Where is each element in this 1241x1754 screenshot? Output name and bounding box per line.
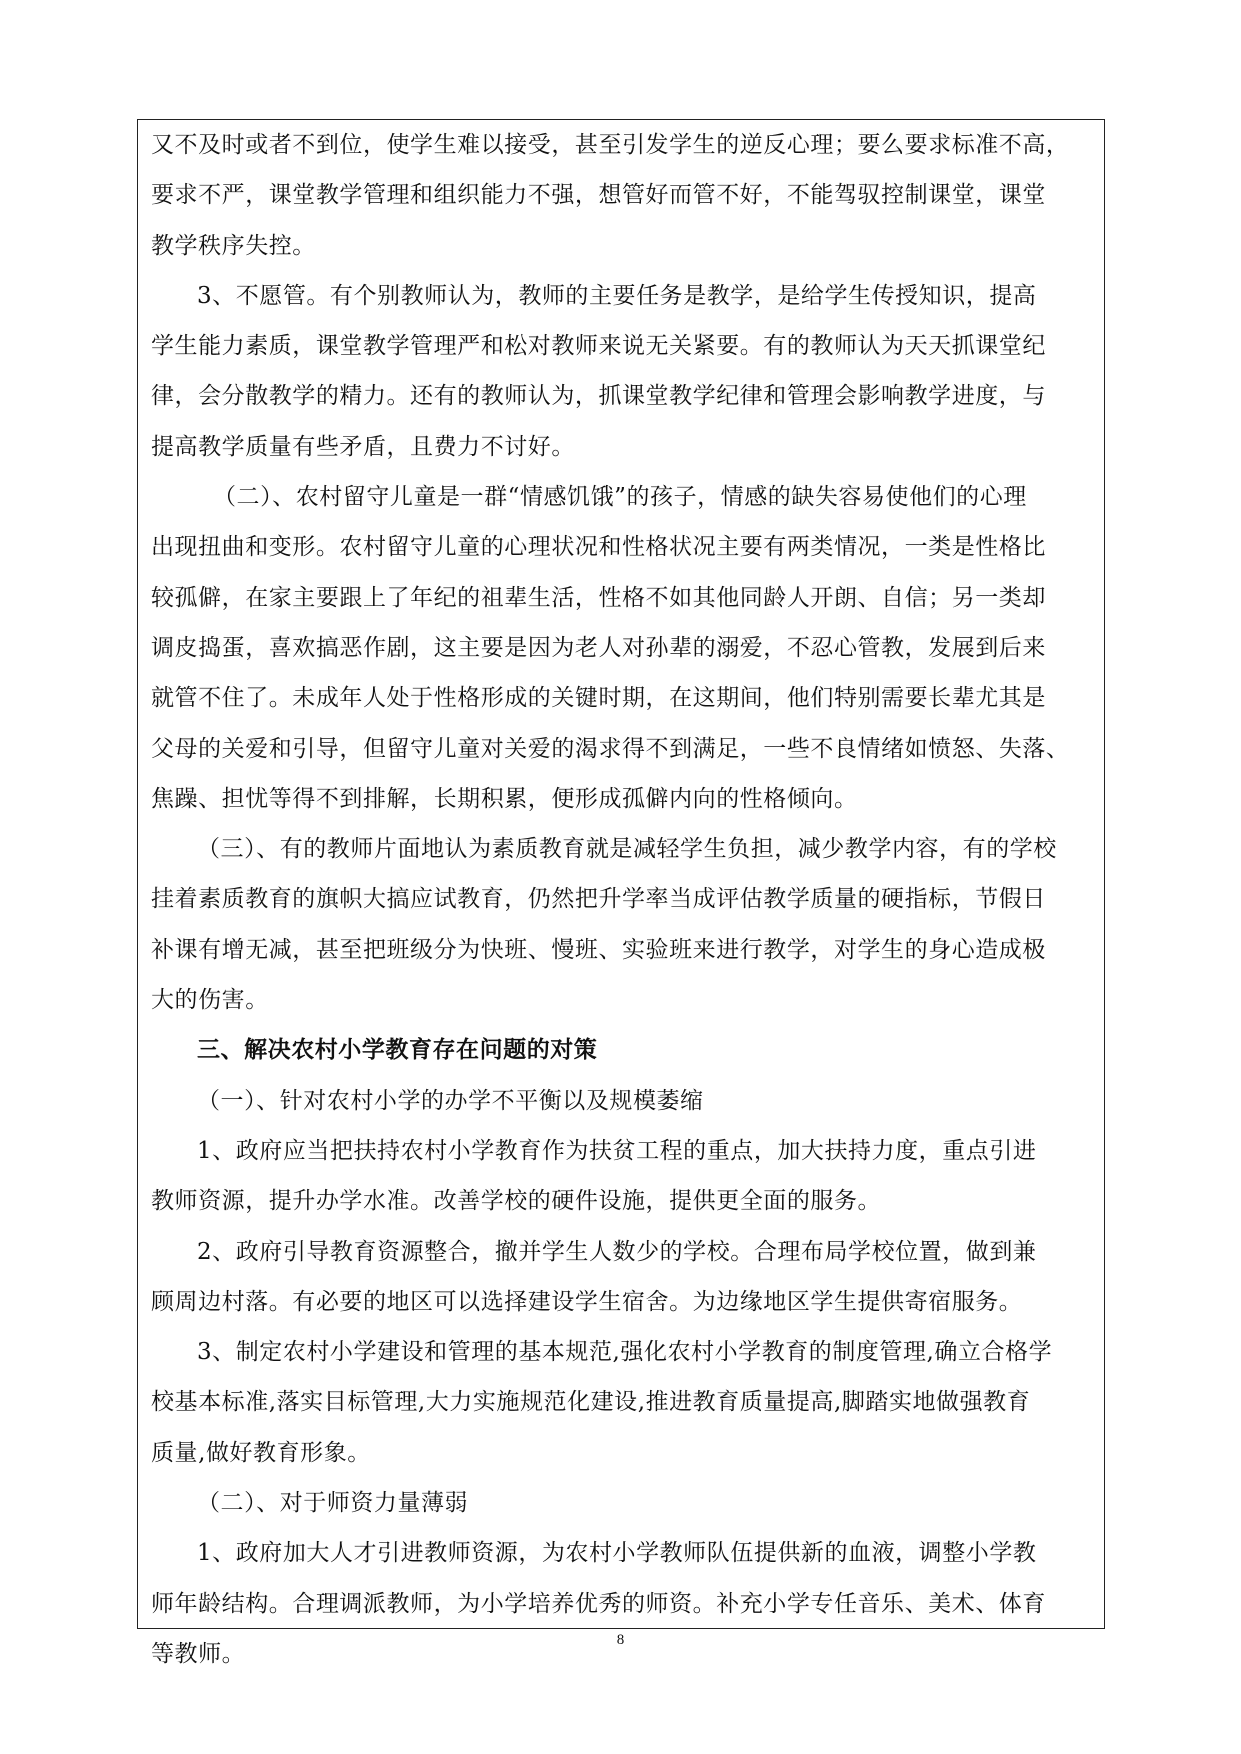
paragraph-start: 3、制定农村小学建设和管理的基本规范,强化农村小学教育的制度管理,确立合格学 — [197, 1339, 1053, 1366]
text-line: 大的伤害。 — [151, 987, 269, 1014]
text-line: 校基本标准,落实目标管理,大力实施规范化建设,推进教育质量提高,脚踏实地做强教育 — [151, 1389, 1031, 1416]
text-line: 质量,做好教育形象。 — [151, 1439, 371, 1466]
text-line: 师年龄结构。合理调派教师，为小学培养优秀的师资。补充小学专任音乐、美术、体育 — [151, 1590, 1046, 1617]
paragraph-start: （三）、有的教师片面地认为素质教育就是减轻学生负担，减少教学内容，有的学校 — [197, 836, 1057, 863]
text-line: 教学秩序失控。 — [151, 232, 316, 259]
paragraph-start: （二）、农村留守儿童是一群“情感饥饿”的孩子，情感的缺失容易使他们的心理 — [213, 484, 1027, 511]
paragraph-start: 2、政府引导教育资源整合，撤并学生人数少的学校。合理布局学校位置，做到兼 — [197, 1238, 1037, 1265]
paragraph-start: 1、政府加大人才引进教师资源，为农村小学教师队伍提供新的血液，调整小学教 — [197, 1540, 1037, 1567]
subsection-heading: （一）、针对农村小学的办学不平衡以及规模萎缩 — [197, 1087, 704, 1114]
text-line: 提高教学质量有些矛盾，且费力不讨好。 — [151, 433, 575, 460]
text-line: 补课有增无减，甚至把班级分为快班、慢班、实验班来进行教学，对学生的身心造成极 — [151, 936, 1046, 963]
page-number: 8 — [616, 1632, 625, 1648]
section-heading: 三、解决农村小学教育存在问题的对策 — [197, 1036, 598, 1064]
text-line: 学生能力素质，课堂教学管理严和松对教师来说无关紧要。有的教师认为天天抓课堂纪 — [151, 333, 1046, 360]
text-line: 教师资源，提升办学水准。改善学校的硬件设施，提供更全面的服务。 — [151, 1188, 882, 1215]
document-body — [151, 120, 1091, 1679]
text-line: 律，会分散教学的精力。还有的教师认为，抓课堂教学纪律和管理会影响教学进度，与 — [151, 383, 1046, 410]
paragraph-start: 1、政府应当把扶持农村小学教育作为扶贫工程的重点，加大扶持力度，重点引进 — [197, 1137, 1037, 1164]
text-line: 挂着素质教育的旗帜大搞应试教育，仍然把升学率当成评估教学质量的硬指标，节假日 — [151, 886, 1046, 913]
text-line: 调皮捣蛋，喜欢搞恶作剧，这主要是因为老人对孙辈的溺爱，不忍心管教，发展到后来 — [151, 634, 1046, 661]
text-line: 顾周边村落。有必要的地区可以选择建设学生宿舍。为边缘地区学生提供寄宿服务。 — [151, 1288, 1023, 1315]
text-line: 又不及时或者不到位，使学生难以接受，甚至引发学生的逆反心理；要么要求标准不高， — [151, 132, 1070, 158]
text-line: 父母的关爱和引导，但留守儿童对关爱的渴求得不到满足，一些不良情绪如愤怒、失落、 — [151, 735, 1070, 762]
text-line: 要求不严，课堂教学管理和组织能力不强，想管好而管不好，不能驾驭控制课堂，课堂 — [151, 182, 1046, 209]
text-line: 等教师。 — [151, 1640, 246, 1667]
text-line: 焦躁、担忧等得不到排解，长期积累，便形成孤僻内向的性格倾向。 — [151, 785, 858, 812]
text-line: 较孤僻，在家主要跟上了年纪的祖辈生活，性格不如其他同龄人开朗、自信；另一类却 — [151, 584, 1046, 611]
paragraph-start: 3、不愿管。有个别教师认为，教师的主要任务是教学，是给学生传授知识，提高 — [197, 282, 1037, 309]
text-line: 就管不住了。未成年人处于性格形成的关键时期，在这期间，他们特别需要长辈尤其是 — [151, 685, 1046, 712]
text-line: 出现扭曲和变形。农村留守儿童的心理状况和性格状况主要有两类情况，一类是性格比 — [151, 534, 1046, 561]
subsection-heading: （二）、对于师资力量薄弱 — [197, 1490, 469, 1517]
